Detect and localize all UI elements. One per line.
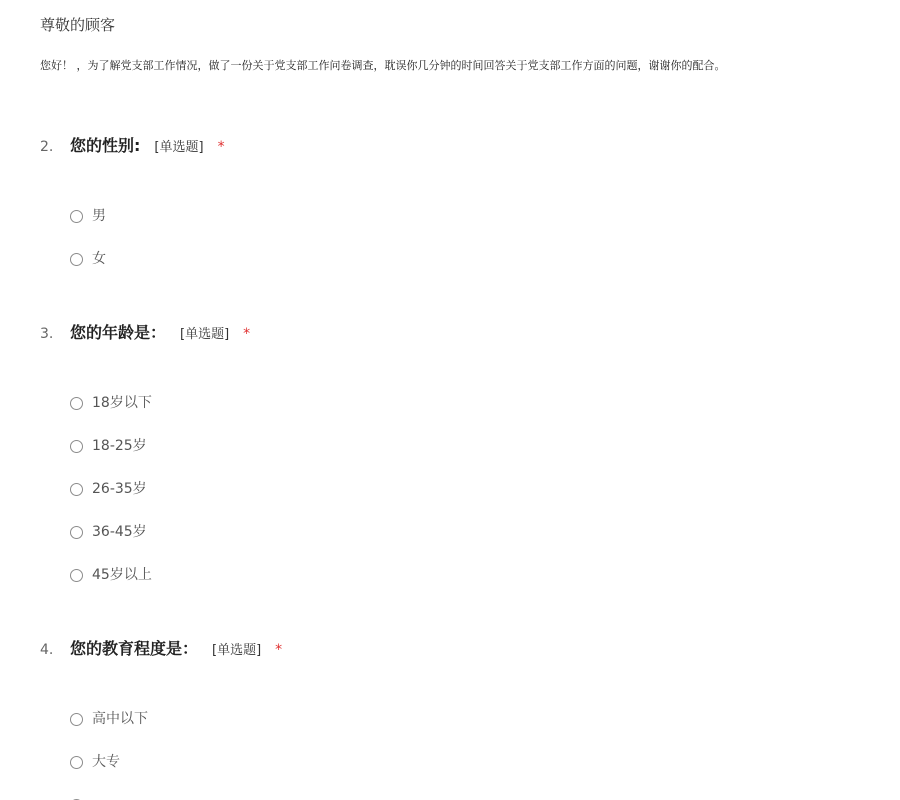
required-marker: * (217, 139, 225, 155)
option-label: 18岁以下 (92, 395, 152, 411)
question-number: 3. (40, 326, 54, 342)
question-title: 您的教育程度是： (70, 639, 199, 658)
option-label: 45岁以上 (92, 567, 152, 583)
survey-intro-text: 您好！ ，为了解党支部工作情况，做了一份关于党支部工作问卷调查，耽误你几分钟的时间回答关于党支部工作方面的问题，谢谢你的配合。 (40, 59, 726, 72)
option-junior-college[interactable] (70, 752, 120, 772)
option-18-25[interactable] (70, 436, 147, 456)
question-title-wrap (70, 135, 225, 159)
question-title: 您的性别: (70, 136, 141, 155)
option-label: 女 (92, 251, 106, 267)
question-type-label: [单选题] (212, 643, 262, 658)
question-title: 您的年龄是： (70, 323, 167, 342)
option-label: 高中以下 (92, 711, 148, 727)
option-label: 18-25岁 (92, 438, 147, 454)
radio-button[interactable] (70, 210, 83, 223)
required-marker: * (275, 642, 283, 658)
question-header (0, 134, 900, 158)
greeting-title: 尊敬的顾客 (40, 16, 116, 34)
option-partially-visible[interactable] (70, 795, 92, 800)
option-26-35[interactable] (70, 479, 147, 499)
question-header (0, 637, 900, 661)
option-below-high-school[interactable] (70, 709, 148, 729)
required-marker: * (243, 326, 251, 342)
radio-button[interactable] (70, 253, 83, 266)
option-label: 男 (92, 208, 106, 224)
option-label: 大专 (92, 754, 120, 770)
question-number: 4. (40, 642, 54, 658)
option-36-45[interactable] (70, 522, 147, 542)
radio-button[interactable] (70, 397, 83, 410)
question-number: 2. (40, 139, 54, 155)
question-type-label: [单选题] (154, 140, 204, 155)
radio-button[interactable] (70, 569, 83, 582)
radio-button[interactable] (70, 483, 83, 496)
question-gender (0, 134, 900, 267)
question-education (0, 637, 900, 770)
option-label: 26-35岁 (92, 481, 147, 497)
question-title-wrap (70, 322, 250, 346)
option-label: 36-45岁 (92, 524, 147, 540)
option-female[interactable] (70, 249, 106, 269)
radio-button[interactable] (70, 526, 83, 539)
option-over-45[interactable] (70, 565, 152, 585)
option-under-18[interactable] (70, 393, 152, 413)
question-title-wrap (70, 638, 282, 662)
option-male[interactable] (70, 206, 106, 226)
question-header (0, 321, 900, 345)
radio-button[interactable] (70, 713, 83, 726)
radio-button[interactable] (70, 756, 83, 769)
question-type-label: [单选题] (180, 327, 230, 342)
question-age (0, 321, 900, 583)
radio-button[interactable] (70, 440, 83, 453)
